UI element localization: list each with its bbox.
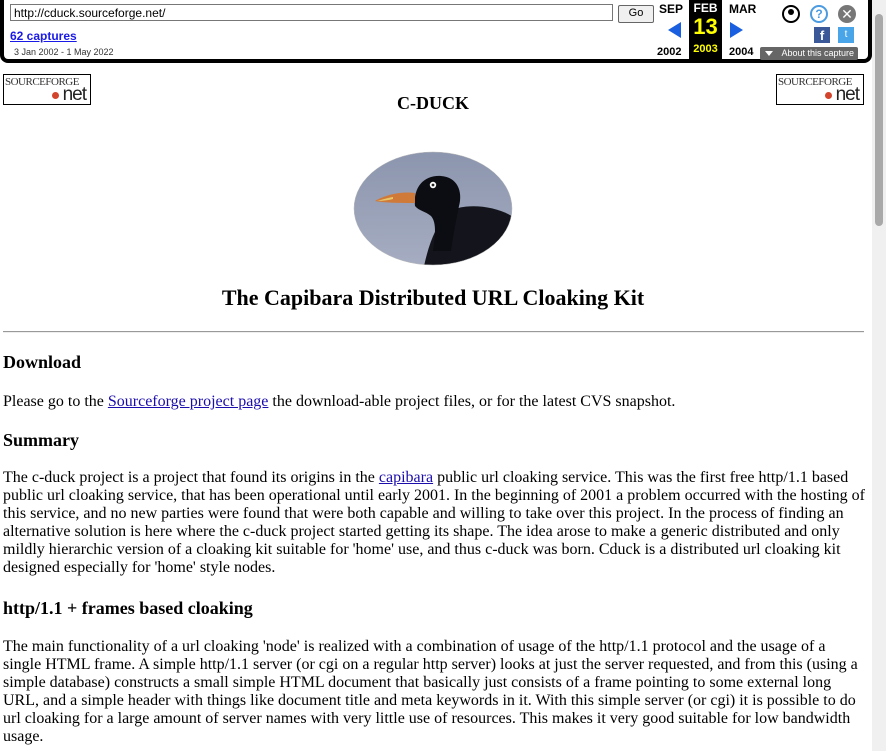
close-icon[interactable]: ✕ [838,5,856,23]
site-title: C-DUCK [397,93,469,113]
vertical-scrollbar[interactable] [872,0,886,751]
capture-range: 3 Jan 2002 - 1 May 2022 [14,47,114,57]
kit-title: The Capibara Distributed URL Cloaking Kit [221,285,645,310]
facebook-share-icon[interactable]: f [814,27,830,43]
about-capture-button[interactable]: About this capture [760,47,858,60]
cloaking-paragraph: The main functionality of a url cloaking 'node' is realized with a combination of usage of the http/1.1 protocol and the usage of a single HTML frame. A simple http/1.1 server (or cgi on a regular http server) looks at just the server requested, and from this (using a simple database) constructs a small simple HTML document that basically just consists of a frame pointing to some external long URL, and a simple header with things like document title and meta keywords in it. With this simple server (or cgi) it is possible to do url cloaking for a large amount of server names with very little use of resources. This makes it very good suitable for low bandwidth usage. [3,638,858,745]
current-capture [689,0,722,60]
current-day-label: 13 [693,14,718,39]
user-account-icon[interactable] [782,5,800,23]
captures-link[interactable]: 62 captures [10,29,77,43]
wayback-toolbar [0,0,872,63]
cloaking-heading: http/1.1 + frames based cloaking [3,598,253,618]
prev-month-label[interactable]: SEP [659,2,684,16]
sourceforge-wordmark: SOURCEFORGE [778,76,852,88]
prev-capture-arrow-icon[interactable] [668,22,681,38]
current-month-label: FEB [693,1,718,15]
url-input[interactable]: http://cduck.sourceforge.net/ [10,4,613,21]
duck-photo [353,151,513,266]
summary-paragraph: The c-duck project is a project that found its origins in the capibara public url cloaking service. This was the first free http/1.1 based public url cloaking service, that has been operational until early 2001. In the beginning of 2001 a problem occurred with the hosting of this service, and no new parties were found that were both capable and willing to take over this project. In the process of finding an alternative solution is here where the c-duck project started getting its shape. The idea arose to make a generic distributed and only mildly hierarchic version of a cloaking kit suitable for 'home' use, and thus c-duck was born. Cduck is a distributed url cloaking kit designed especially for 'home' style nodes. [3,469,865,576]
download-heading: Download [3,352,82,372]
next-year-label[interactable]: 2004 [729,46,754,58]
twitter-share-icon[interactable]: t [838,27,854,43]
go-button[interactable]: Go [618,5,654,23]
net-wordmark: net [62,84,86,105]
divider [3,331,864,333]
next-month-label[interactable]: MAR [729,2,757,16]
scrollbar-thumb[interactable] [875,14,883,226]
sourceforge-wordmark: SOURCEFORGE [5,76,79,88]
capibara-link[interactable]: capibara [378,469,434,486]
current-year-label: 2003 [693,43,718,55]
prev-year-label[interactable]: 2002 [657,46,682,58]
next-capture-arrow-icon[interactable] [730,22,743,38]
net-wordmark: net [835,84,859,105]
sourceforge-project-link[interactable]: Sourceforge project page [107,393,269,410]
help-icon[interactable]: ? [810,5,828,23]
download-paragraph: Please go to the Sourceforge project page the download-able project files, or for the latest CVS snapshot. [3,393,676,410]
summary-heading: Summary [3,430,79,450]
